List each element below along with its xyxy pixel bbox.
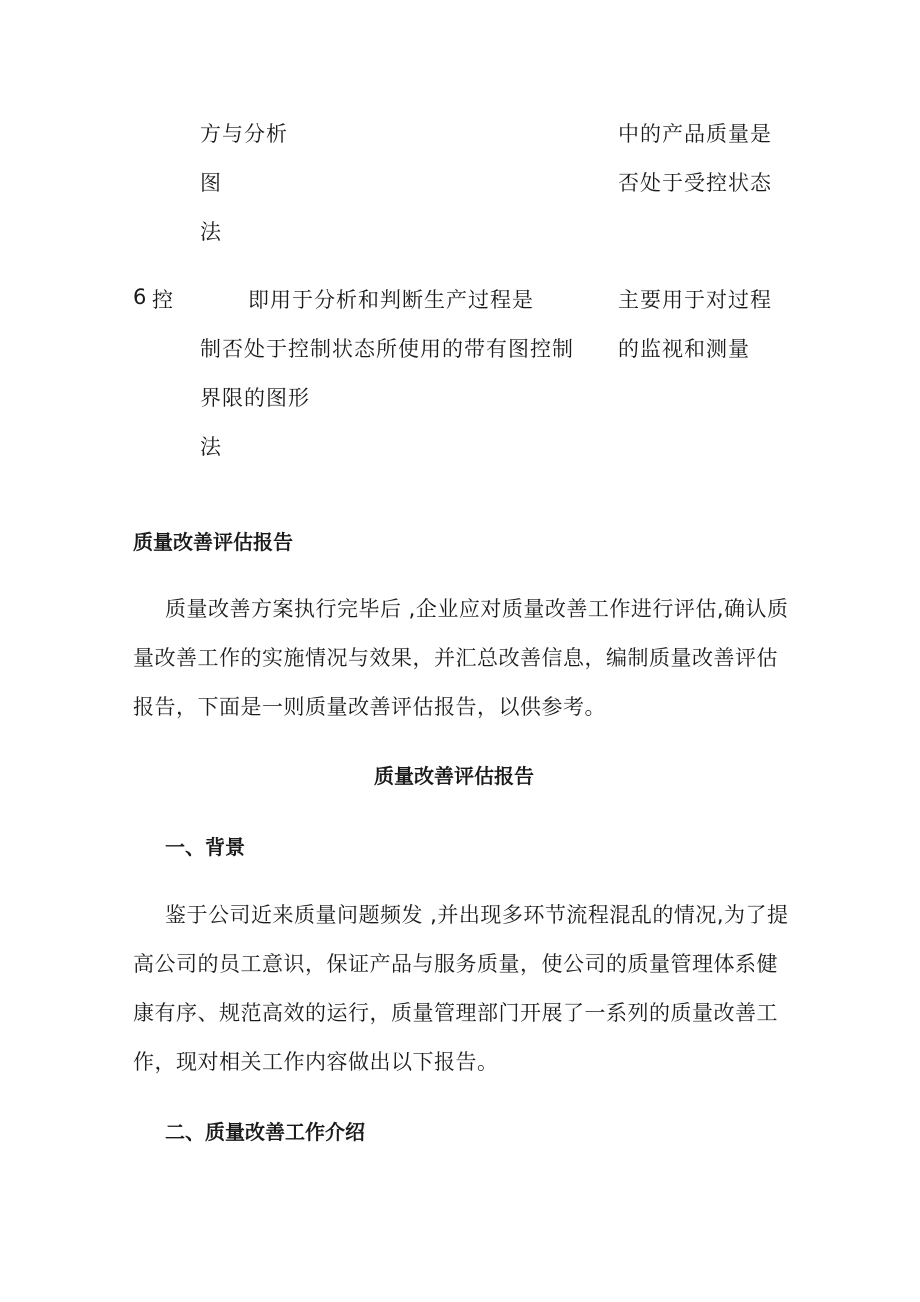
row6-def-line-4: 法 (200, 435, 222, 459)
row5-name-line-2: 图 (200, 171, 222, 195)
row6-def-line-2: 制否处于控制状态所使用的带有图控制 (200, 337, 574, 361)
intro-line-2: 量改善工作的实施情况与效果，并汇总改善信息，编制质量改善评估 (133, 646, 778, 670)
row6-def-line-1: 即用于分析和判断生产过程是 (248, 288, 534, 312)
section-title: 质量改善评估报告 (133, 530, 293, 554)
row5-usage-line-2: 否处于受控状态 (618, 171, 772, 195)
row6-name-first: 控 (152, 288, 174, 312)
row5-name-line-3: 法 (200, 220, 222, 244)
background-line-2: 高公司的员工意识，保证产品与服务质量，使公司的质量管理体系健 (133, 952, 778, 976)
row6-number: 6 (133, 285, 147, 309)
row6-usage-line-2: 的监视和测量 (618, 337, 750, 361)
row5-usage-line-1: 中的产品质量是 (618, 122, 772, 146)
row6-def-line-3: 界限的图形 (200, 386, 310, 410)
row5-name-line-1: 方与分析 (200, 122, 288, 146)
background-line-4: 作，现对相关工作内容做出以下报告。 (133, 1050, 499, 1074)
background-line-1: 鉴于公司近来质量问题频发 ,并出现多环节流程混乱的情况,为了提 (165, 903, 789, 927)
heading-background: 一、背景 (165, 835, 245, 859)
background-line-3: 康有序、规范高效的运行，质量管理部门开展了一系列的质量改善工 (133, 1001, 778, 1025)
report-title: 质量改善评估报告 (374, 764, 534, 788)
row6-usage-line-1: 主要用于对过程 (618, 288, 772, 312)
heading-improvement-intro: 二、质量改善工作介绍 (165, 1120, 365, 1144)
intro-line-3: 报告，下面是一则质量改善评估报告，以供参考。 (133, 695, 606, 719)
intro-line-1: 质量改善方案执行完毕后 ,企业应对质量改善工作进行评估,确认质 (165, 597, 789, 621)
